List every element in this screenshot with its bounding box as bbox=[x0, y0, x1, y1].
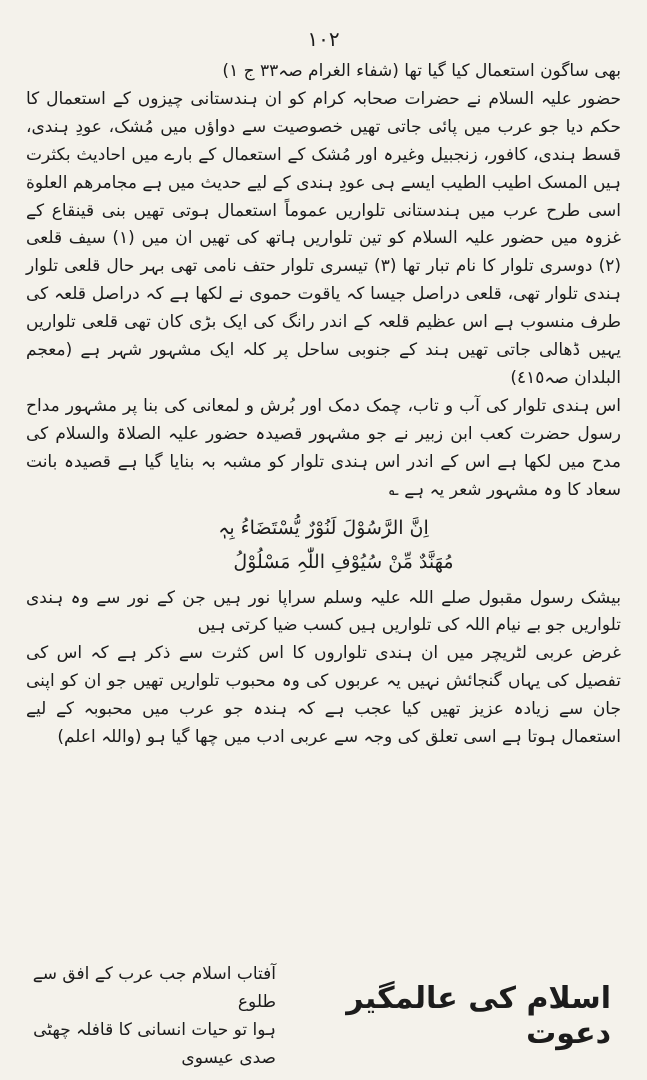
section-heading: اسلام کی عالمگیر دعوت bbox=[346, 981, 611, 1051]
verse-line-2: مُھَنَّدٌ مِّنْ سُیُوْفِ اللّٰہِ مَسْلُوْلُ bbox=[233, 550, 454, 573]
paragraph-5: غرض عربی لٹریچر میں ان ہندی تلواروں کا اس کثرت سے ذکر ہے کہ اس کی تفصیل کی یہاں گنجائش نہیں یہ عربوں کی وہ محبوب تلواریں تھیں جو ان کو اپنی جان سے زیادہ عزیز تھیں کیا عجب ہے کہ ہندہ جو عرب میں محبوبہ کے لیے استعمال ہوتا ہے اسی تعلق کی وجہ سے عربی ادب میں چھا گیا ہو (واللہ اعلم) bbox=[26, 643, 621, 748]
paragraph-3: اس ہندی تلوار کی آب و تاب، چمک دمک اور بُرش و لمعانی کی بنا پر مشہور مداح رسول حضرت کعب ابن زبیر نے جو مشہور قصیدہ حضور علیہ الصلاۃ والسلام کی مدح میں لکھا ہے اس کے اندر اس ہندی تلوار کو مشبہ بہ بنایا گیا ہے قصیدہ بانت سعاد کا وہ مشہور شعر یہ ہے ؎ bbox=[26, 395, 621, 500]
paragraph-1: بھی ساگون استعمال کیا گیا تھا (شفاء الغرام صہ٣٣ ج ۱) bbox=[222, 61, 621, 81]
section-intro-line-2: ہوا تو حیات انسانی کا قافلہ چھٹی صدی عیسوی bbox=[33, 1020, 276, 1068]
section-intro-line-1: آفتاب اسلام جب عرب کے افق سے طلوع bbox=[32, 964, 276, 1012]
body-text bbox=[26, 58, 621, 505]
body-text-continued bbox=[26, 585, 621, 752]
section-intro bbox=[26, 960, 276, 1072]
verse-line-1: اِنَّ الرَّسُوْلَ لَنُوْرٌ یُّسْتَضَاءُ بِہٖ bbox=[218, 516, 429, 539]
page-number: ۱۰۲ bbox=[307, 27, 340, 51]
paragraph-4: بیشک رسول مقبول صلے اللہ علیہ وسلم سراپا نور ہیں جن کے نور سے وہ ہندی تلواریں جو بے نیام اللہ کی تلواریں ہیں کسب ضیا کرتی ہیں bbox=[26, 587, 621, 636]
footer-section bbox=[26, 960, 621, 1072]
paragraph-2: حضور علیہ السلام نے حضرات صحابہ کرام کو ان ہندستانی چیزوں کے استعمال کا حکم دیا جو عرب میں پائی جاتی تھیں خصوصیت سے دواؤں میں مُشک، عودِ ہندی، قسط ہندی، کافور، زنجبیل وغیرہ اور مُشک کے استعمال کے بارے میں احادیث بکثرت ہیں المسک اطیب الطیب ایسے ہی عودِ ہندی کے لیے حدیث میں ہے مجامرهم العلوة اسی طرح عرب میں ہندستانی تلواریں عموماً استعمال ہوتی تھیں بنی قینقاع کے غزوہ میں حضور علیہ السلام کو تین تلواریں ہاتھ کی تھیں ان میں (۱) سیف قلعی (۲) دوسری تلوار کا نام تبار تھا (۳) تیسری تلوار حتف نامی تھی بہر حال قلعی تلوار ہندی تلوار تھی، قلعی دراصل جیسا کہ یاقوت حموی نے لکھا ہے کہ دراصل قلعہ کی طرف منسوب ہے اس عظیم قلعہ کے اندر رانگ کی ایک بڑی کان تھی قلعی تلواریں یہیں ڈھالی جاتی تھیں ہند کے جنوبی ساحل پر کلہ ایک مشہور شہر ہے (معجم البلدان صہ٤١٥) bbox=[26, 88, 621, 388]
arabic-verse bbox=[26, 511, 621, 579]
